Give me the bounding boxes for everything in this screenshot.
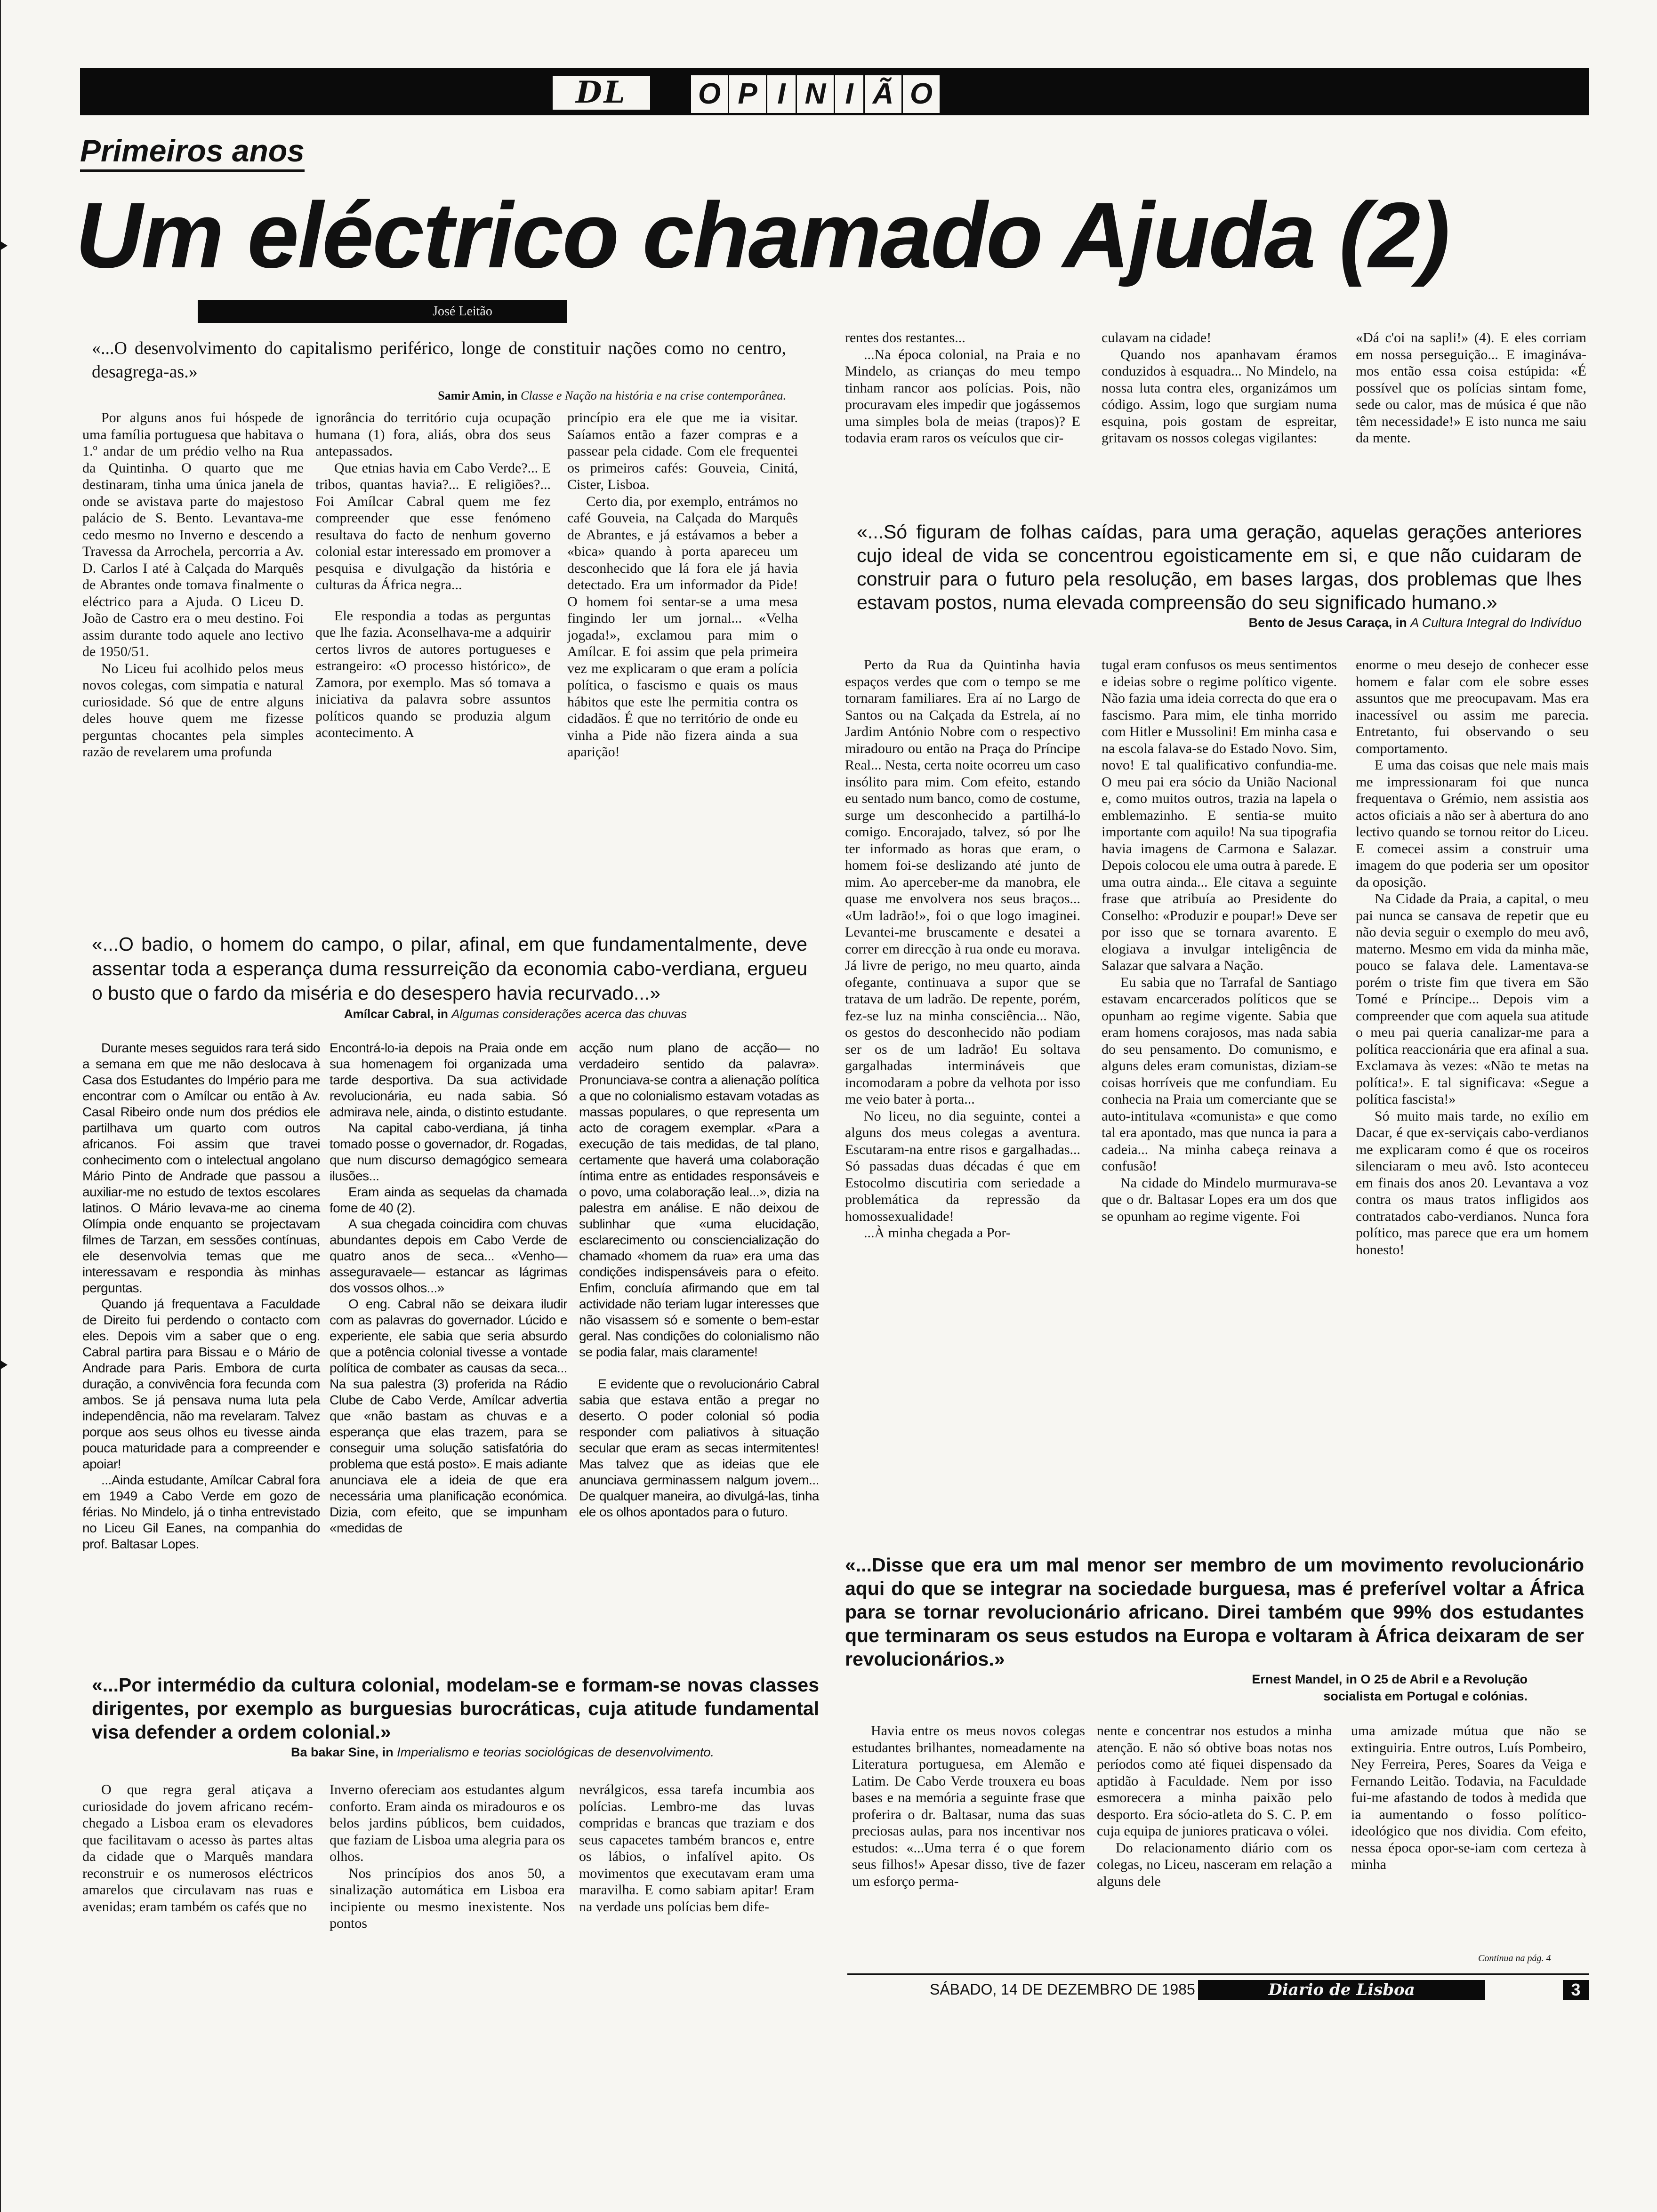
body-column bbox=[315, 409, 551, 741]
body-column bbox=[1356, 657, 1589, 1258]
body-column bbox=[1097, 1723, 1332, 1890]
pull-quote bbox=[92, 1673, 819, 1761]
paragraph: Certo dia, por exemplo, entrámos no café Gouveia, na Calçada do Marquês de Abrantes, e já estávamos a beber a «bica» quando à porta apareceu um desconhecido que lá fora ele já havia detectado. Era um informador da Pide! O homem foi sentar-se a uma mesa fingindo ler um jornal... «Velha jogada!», exclamou para mim o Amílcar. E foi assim que pela primeira vez me explicaram o que eram a polícia política, o fascismo e quais os maus hábitos que este lhe permitia contra os cidadãos. É que no território de onde eu vinha a Pide não fizera ainda a sua aparição! bbox=[567, 493, 798, 760]
quote-work: socialista em Portugal e colónias. bbox=[1323, 1689, 1528, 1703]
paragraph: Do relacionamento diário com os colegas, no Liceu, nasceram em relação a alguns dele bbox=[1097, 1840, 1332, 1889]
section-letter: O bbox=[909, 78, 933, 110]
section-letter: P bbox=[729, 75, 767, 113]
body-column bbox=[852, 1723, 1085, 1890]
footer-rule bbox=[847, 1973, 1589, 1975]
section-title bbox=[690, 74, 941, 114]
pull-quote bbox=[845, 1553, 1584, 1705]
body-column bbox=[845, 329, 1080, 447]
publication-date: SÁBADO, 14 DE DEZEMBRO DE 1985 bbox=[930, 1981, 1195, 1998]
pull-quote bbox=[92, 932, 807, 1022]
quote-author: Samir Amin, in bbox=[438, 389, 518, 402]
body-column bbox=[1102, 657, 1337, 1225]
paragraph: culavam na cidade! bbox=[1102, 330, 1212, 345]
paragraph: E evidente que o revolucionário Cabral sabia que estava então a pregar no deserto. O poder colonial só podia responder com paliativos à situação secular que eram as secas intermitentes! Mas talvez que as ideias que ele anunciava germinassem nalgum jovem... De qualquer maneira, ao divulgá-las, tinha ele os olhos apontados para o futuro. bbox=[579, 1377, 819, 1519]
paragraph: No liceu, no dia seguinte, contei a alguns dos meus colegas a aventura. Escutaram-na entre risos e gargalhadas... Só passadas duas décadas é que em Estocolmo discutiria com seriedade a problemática da repressão da homossexualidade! bbox=[845, 1108, 1080, 1224]
paragraph: Na Cidade da Praia, a capital, o meu pai nunca se cansava de repetir que eu não devia seguir o exemplo do meu avô, materno. Mesmo em vida da minha mãe, pouco se falava dele. Lamentava-se porém o triste fim que tivera em São Tomé e Príncipe... Depois vim a compreender que com aquela sua atitude o meu pai queria canalizar-me para a política reaccionária que era afinal a sua. Exclamava às vezes: «Não te metas na política!». E tal significava: «Segue a política fascista!» bbox=[1356, 891, 1589, 1107]
quote-author: Ba bakar Sine, in bbox=[291, 1745, 394, 1759]
paragraph: Encontrá-lo-ia depois na Praia onde em sua homenagem foi organizada uma tarde desportiva. Da sua actividade revolucionária, eu nada sabia. Só admirava nele, ainda, o distinto estudante. bbox=[330, 1041, 567, 1119]
quote-author: Bento de Jesus Caraça, in bbox=[1248, 616, 1407, 630]
masthead-logo bbox=[551, 74, 652, 112]
paragraph: ...À minha chegada a Por- bbox=[864, 1225, 1011, 1241]
section-letter: Ã bbox=[865, 75, 903, 113]
pull-quote bbox=[857, 520, 1582, 631]
paragraph: Na cidade do Mindelo murmurava-se que o dr. Baltasar Lopes era um dos que se opunham ao regime vigente. Foi bbox=[1102, 1175, 1337, 1224]
paragraph: E uma das coisas que nele mais mais me impressionaram foi que nunca frequentava o Grémio, nem assistia aos actos oficiais a não ser à abertura do ano lectivo quando se tornou reitor do Liceu. E comecei assim a construir uma imagem do que poderia ser um opositor da oposição. bbox=[1356, 757, 1589, 890]
paragraph: Por alguns anos fui hóspede de uma família portuguesa que habitava o 1.º andar de um prédio velho na Rua da Quintinha. O quarto que me destinaram, tinha uma única janela de onde se avistava parte do majestoso palácio de S. Bento. Levantava-me cedo mesmo no Inverno e descendo a Travessa da Arrochela, percorria a Av. D. Carlos I até à Calçada do Marquês de Abrantes onde tomava finalmente o eléctrico para a Ajuda. O Liceu D. João de Castro era o meu destino. Foi assim durante todo aquele ano lectivo de 1950/51. bbox=[82, 410, 304, 659]
body-column bbox=[330, 1781, 565, 1932]
body-column bbox=[567, 409, 798, 761]
paragraph: princípio era ele que me ia visitar. Saíamos então a fazer compras e a passear pela cidade. Com ele frequentei os primeiros cafés: Gouveia, Cinitá, Cister, Lisboa. bbox=[567, 410, 798, 492]
paragraph: Nos princípios dos anos 50, a sinalização automática em Lisboa era incipiente ou mesmo inexistente. Nos pontos bbox=[330, 1865, 565, 1931]
paragraph: Havia entre os meus novos colegas estudantes brilhantes, nomeadamente na Literatura portuguesa, em Alemão e Latim. De Cabo Verde trouxera eu boas bases e na memória a seguinte frase que proferira o dr. Baltasar, numa das suas preciosas aulas, para nos incentivar nos estudos: «...Uma terra é o que forem seus filhos!» Apesar disso, tive de fazer um esforço perma- bbox=[852, 1723, 1085, 1889]
continued-note: Continua na pág. 4 bbox=[1478, 1953, 1551, 1964]
paragraph: Durante meses seguidos rara terá sido a semana em que me não deslocava à Casa dos Estudantes do Império para me encontrar com o Amílcar ou então à Av. Casal Ribeiro onde num dos prédios ele partilhava um quarto com outros africanos. Foi assim que travei conhecimento com o intelectual angolano Mário Pinto de Andrade que passou a auxiliar-me no estudo de textos escolares latinos. O Mário levava-me ao cinema Olímpia onde enquanto se projectavam filmes de Tarzan, em sessões contínuas, ele desenvolvia temas que me interessavam e respondia às minhas perguntas. bbox=[82, 1041, 320, 1295]
paragraph: Quando já frequentava a Faculdade de Direito fui perdendo o contacto com eles. Depois vim a saber que o eng. Cabral partira para Bissau e o Mário de Andrade para Paris. Embora de curta duração, a convivência fora fecunda com ambos. Se já pensava numa luta pela independência, não ma revelaram. Talvez porque aos seus olhos eu tivesse ainda pouca maturidade para a compreender e apoiar! bbox=[82, 1297, 320, 1471]
paragraph: nente e concentrar nos estudos a minha atenção. E não só obtive boas notas nos períodos como até fiquei dispensado da aptidão à Faculdade. Nem por isso esmorecera a minha paixão pelo desporto. Era sócio-atleta do S. C. P. em cuja equipa de juniores praticava o vólei. bbox=[1097, 1723, 1332, 1839]
paragraph: ...Na época colonial, na Praia e no Mindelo, as crianças do meu tempo tinham rancor aos polícias. Pois, não procuravam eles impedir que jogássemos uma simples bola de meias (trapos)? E todavia eram raros os veículos que cir- bbox=[845, 346, 1080, 446]
section-letter: I bbox=[835, 75, 865, 113]
paragraph: uma amizade mútua que não se extinguiria. Entre outros, Luís Pombeiro, Ney Ferreira, Peres, Soares da Veiga e Fernando Leitão. Todavia, na Faculdade fui-me afastando de todos à medida que ia aumentando o fosso político-ideológico que nos dividia. Com efeito, nessa época opor-se-iam com certeza à minha bbox=[1351, 1723, 1586, 1872]
page-number-text: 3 bbox=[1571, 1980, 1581, 1999]
section-letter: O bbox=[691, 75, 729, 113]
paragraph: Quando nos apanhavam éramos conduzidos à esquadra... No Mindelo, na nossa luta contra eles, organizámos um código. Assim, logo que surgiam numa esquina, pois gostam de espreitar, gritavam os nossos colegas vigilantes: bbox=[1102, 346, 1337, 446]
page-edge-line bbox=[0, 0, 1, 2212]
quote-author: Amílcar Cabral, in bbox=[344, 1007, 448, 1021]
body-column bbox=[82, 1040, 320, 1552]
paragraph: ...Ainda estudante, Amílcar Cabral fora em 1949 a Cabo Verde em gozo de férias. No Mindelo, já o tinha entrevistado no Liceu Gil Eanes, na companhia do prof. Baltasar Lopes. bbox=[82, 1473, 320, 1551]
quote-work: Classe e Nação na história e na crise contemporânea. bbox=[521, 389, 786, 402]
paragraph: Inverno ofereciam aos estudantes algum conforto. Eram ainda os miradouros e os belos jardins públicos, bem cuidados, que faziam de Lisboa uma alegria para os olhos. bbox=[330, 1782, 565, 1864]
paragraph: tugal eram confusos os meus sentimentos e ideias sobre o regime político vigente. Não fazia uma ideia correcta do que era o fascismo. Para mim, ele tinha morrido com Hitler e Mussolini! Em minha casa e na escola falava-se do Estado Novo. Sim, novo! E tal qualificativo confundia-me. O meu pai era sócio da União Nacional e, como muitos outros, trazia na lapela o emblemazinho. E sentia-se muito importante com aquilo! Na sua tipografia havia imagens de Carmona e Salazar. Depois colocou ele uma outra à parede. E uma outra ainda... Ele citava a seguinte frase que atribuía ao Presidente do Conselho: «Produzir e poupar!» Deve ser por isso que se tornara avarento. E elogiava a invulgar inteligência de Salazar que salvara a Nação. bbox=[1102, 657, 1337, 973]
paragraph: ignorância do território cuja ocupação humana (1) fora, aliás, obra dos seus antepassados. bbox=[315, 410, 551, 459]
body-column bbox=[1102, 329, 1337, 447]
quote-work: Imperialismo e teorias sociológicas de desenvolvimento. bbox=[397, 1745, 714, 1759]
paragraph: acção num plano de acção— no verdadeiro sentido da palavra». Pronunciava-se contra a alienação política a que no colonialismo estavam votadas as massas populares, o que representa um acto de coragem exemplar. «Para a execução de tais medidas, de tal plano, certamente que haverá uma colaboração íntima entre as entidades responsáveis e o povo, uma colaboração leal...», dizia na palestra em análise. E não deixou de sublinhar que «uma elucidação, esclarecimento ou consciencialização do chamado «homem da rua» era uma das condições indispensáveis para o efeito. Enfim, concluía afirmando que em tal actividade não teriam lugar interesses que não visassem só e somente o bem-estar geral. Nas condições do colonialismo não se podia falar, mais claramente! bbox=[579, 1041, 819, 1359]
paragraph: Só muito mais tarde, no exílio em Dacar, é que ex-serviçais cabo-verdianos me explicaram como é que os roceiros silenciaram o meu avô. Isto aconteceu em finais dos anos 20. Levantava a voz contra os maus tratos infligidos aos contratados cabo-verdianos. Nunca fora político, mas parece que era um homem honesto! bbox=[1356, 1108, 1589, 1258]
quote-text: «...Disse que era um mal menor ser membro de um movimento revolucionário aqui do que se integrar na sociedade burguesa, mas é preferível voltar a África para se tornar revolucionário africano. Direi também que 99% dos estudantes que terminaram os seus estudos na Europa e voltaram à África deixaram de ser revolucionários.» bbox=[845, 1554, 1584, 1670]
page-number bbox=[1563, 1980, 1589, 2000]
edge-arrow-icon bbox=[0, 1360, 8, 1370]
paragraph: Que etnias havia em Cabo Verde?... E tribos, quantas havia?... E religiões?... Foi Amílcar Cabral quem me fez compreender que esse fenómeno resultava do facto de nenhum governo colonial estar interessado em promover a pesquisa e divulgação da história e culturas da África negra... bbox=[315, 460, 551, 593]
body-column bbox=[82, 409, 304, 761]
paragraph: A sua chegada coincidira com chuvas abundantes depois em Cabo Verde de quatro anos de seca... «Venho— asseguravaele— estancar as lágrimas dos vossos olhos...» bbox=[330, 1217, 567, 1295]
edge-arrow-icon bbox=[0, 241, 8, 250]
paragraph: Eram ainda as sequelas da chamada fome de 40 (2). bbox=[330, 1185, 567, 1215]
section-letter: I bbox=[767, 75, 797, 113]
body-column bbox=[579, 1781, 814, 1915]
body-column bbox=[579, 1040, 819, 1520]
newspaper-name bbox=[1198, 1980, 1485, 2000]
masthead-logo-text: DL bbox=[576, 75, 627, 110]
paragraph: «Dá c'oi na sapli!» (4). E eles corriam em nossa perseguição... E imaginávamos então essa coisa estúpida: «É possível que os polícias sintam fome, sede ou calor, mas de música é que não têm necessidade!» E isto nunca me saiu da mente. bbox=[1356, 330, 1586, 446]
paragraph: rentes dos restantes... bbox=[845, 330, 965, 345]
body-column bbox=[1351, 1723, 1586, 1873]
section-letter: N bbox=[797, 75, 835, 113]
quote-text: «...O badio, o homem do campo, o pilar, afinal, em que fundamentalmente, deve assentar toda a esperança duma ressurreição da economia cabo-verdiana, ergueu o busto que o fardo da miséria e do desespero havia recurvado...» bbox=[92, 933, 807, 1004]
quote-text: «...Por intermédio da cultura colonial, modelam-se e formam-se novas classes dirigentes, por exemplo as burguesias burocráticas, cuja atitude fundamental visa defender a ordem colonial.» bbox=[92, 1674, 819, 1743]
quote-author: Ernest Mandel, in O 25 de Abril e a Revolução bbox=[1252, 1672, 1528, 1686]
quote-text: «...O desenvolvimento do capitalismo periférico, longe de constituir nações como no centro, desagrega-as.» bbox=[92, 338, 786, 382]
paragraph: enorme o meu desejo de conhecer esse homem e falar com ele sobre esses assuntos que me preocupavam. Mas era inacessível ou assim me parecia. Entretanto, fui observando o seu comportamento. bbox=[1356, 657, 1589, 756]
paragraph: Eu sabia que no Tarrafal de Santiago estavam encarcerados políticos que se opunham ao regime vigente. Sabia que eram homens corajosos, mas nada sabia do seu pensamento. Do comunismo, e alguns deles eram comunistas, diziam-se coisas horríveis que me confundiam. Eu conhecia na Praia um comerciante que se auto-intitulava «comunista» e que como tal era apontado, mas que nunca ia para a cadeia... Na minha cabeça reinava a confusão! bbox=[1102, 974, 1337, 1174]
quote-work: A Cultura Integral do Indivíduo bbox=[1410, 616, 1582, 630]
paragraph: O que regra geral atiçava a curiosidade do jovem africano recém-chegado a Lisboa eram os elevadores que facilitavam o acesso às partes altas da cidade que o Marquês mandara reconstruir e os numerosos eléctricos amarelos que circulavam nas ruas e avenidas; eram também os cafés que no bbox=[82, 1782, 313, 1915]
body-column bbox=[1356, 329, 1586, 447]
author-name: José Leitão bbox=[433, 304, 492, 319]
article-title: Um eléctrico chamado Ajuda (2) bbox=[75, 183, 1449, 287]
body-column bbox=[330, 1040, 567, 1536]
quote-text: «...Só figuram de folhas caídas, para uma geração, aquelas gerações anteriores cujo ideal de vida se concentrou egoisticamente em si, e que não cuidaram de construir para o futuro pela resolução, em bases largas, dos problemas que lhes estavam postos, numa elevada compreensão do seu significado humano.» bbox=[857, 521, 1582, 613]
body-column bbox=[82, 1781, 313, 1915]
paragraph: No Liceu fui acolhido pelos meus novos colegas, com simpatia e natural curiosidade. Só que de entre alguns deles houve quem me fizesse perguntas chocantes pela simples razão de revelarem uma profunda bbox=[82, 660, 304, 760]
author-bar bbox=[198, 300, 567, 323]
pull-quote bbox=[92, 337, 786, 404]
paragraph: Perto da Rua da Quintinha havia espaços verdes que com o tempo se me tornaram familiares. Era aí no Largo de Santos ou na Calçada da Estrela, aí no Jardim António Nobre com o respectivo miradouro ou então na Praça do Príncipe Real... Nesta, certa noite ocorreu um caso insólito para mim. Com efeito, estando eu sentado num banco, como de costume, surge um desconhecido a partilhá-lo comigo. Encorajado, talvez, só por lhe ter informado as horas que eram, o homem foi-se deslizando até junto de mim. Ao aperceber-me da manobra, ele quase me envolvera nos seus braços... «Um ladrão!», foi o que logo imaginei. Levantei-me bruscamente e desatei a correr em direcção à rua onde eu morava. Já livre de perigo, no meu quarto, ainda ofegante, continuava a supor que se tratava de um ladrão. De repente, porém, fez-se luz na minha consciência... Não, os gestos do desconhecido não podiam ser os de um ladrão! Eu soltava gargalhadas intermináveis que incomodaram a pobre da velhota por isso me veio bater à porta... bbox=[845, 657, 1080, 1107]
quote-work: Algumas considerações acerca das chuvas bbox=[451, 1007, 687, 1021]
paragraph: Ele respondia a todas as perguntas que lhe fazia. Aconselhava-me a adquirir certos livros de autores portugueses e estrangeiro: «O processo histórico», de Zamora, por exemplo. Mas só tomava a iniciativa da palavra sobre assuntos políticos quando se produzia algum acontecimento. A bbox=[315, 608, 551, 740]
paragraph: nevrálgicos, essa tarefa incumbia aos polícias. Lembro-me das luvas compridas e brancas que traziam e dos seus capacetes também brancos e, entre os lábios, o infalível apito. Os movimentos que executavam eram uma maravilha. E como sabiam apitar! Eram na verdade uns polícias bem dife- bbox=[579, 1782, 814, 1915]
paragraph: O eng. Cabral não se deixara iludir com as palavras do governador. Lúcido e experiente, ele sabia que seria absurdo que a potência colonial tivesse a vontade política de combater as causas da seca... Na sua palestra (3) proferida na Rádio Clube de Cabo Verde, Amílcar advertia que «não bastam as chuvas e a esperança que elas trazem, para se conseguir uma solução satisfatória do problema que está posto». E mais adiante anunciava ele a ideia de que era necessária uma planificação económica. Dizia, com efeito, que se impunham «medidas de bbox=[330, 1297, 567, 1535]
paragraph: Na capital cabo-verdiana, já tinha tomado posse o governador, dr. Rogadas, que num discurso demagógico semeara ilusões... bbox=[330, 1121, 567, 1183]
article-kicker: Primeiros anos bbox=[80, 132, 305, 172]
newspaper-name-text: Diario de Lisboa bbox=[1268, 1980, 1415, 1999]
body-column bbox=[845, 657, 1080, 1242]
